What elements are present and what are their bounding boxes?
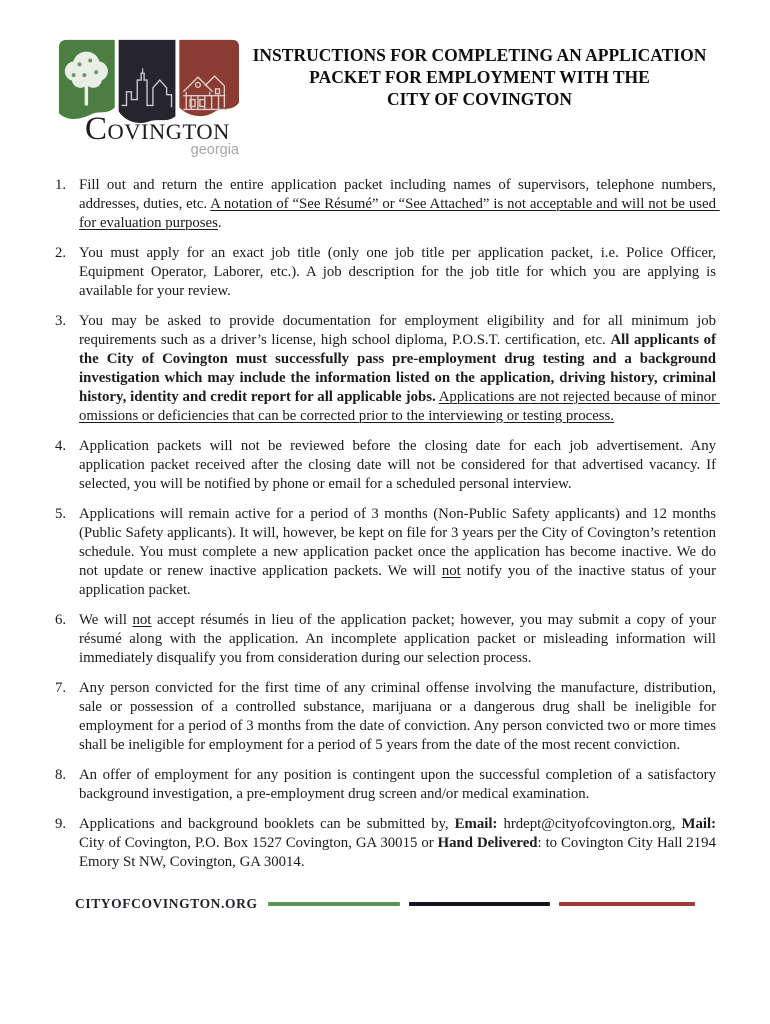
instruction-item: [55, 679, 720, 755]
item-text: Fill out and return the entire application packet including names of supervisors, telephone numbers, addresses, duties, etc. A notation of “See Résumé” or “See Attached” is not acceptable and will not be used for evaluation purposes.: [79, 176, 720, 231]
item-number: 9.: [55, 815, 67, 832]
footer-bar-red: [559, 902, 695, 906]
item-text: Applications will remain active for a period of 3 months (Non-Public Safety applicants) and 12 months (Public Safety applicants). It will, however, be kept on file for 3 years per the City of Covington’s retention schedule. You must complete a new application packet once the application has become inactive. We do not update or renew inactive application packets. We will not notify you of the inactive status of your application packet.: [79, 505, 720, 598]
footer-bar-black: [409, 902, 550, 906]
instruction-item: [55, 815, 720, 872]
page-title-line-2: PACKET FOR EMPLOYMENT WITH THE: [309, 67, 650, 87]
city-skyline-icon: [119, 40, 176, 123]
item-text: Applications and background booklets can be submitted by, Email: hrdept@cityofcovington.org, Mail: City of Covington, P.O. Box 1527 Covington, GA 30015 or Hand Delivered: to Covington City Hall 2194 Emory St NW, Covington, GA 30014.: [79, 815, 720, 870]
item-number: 8.: [55, 766, 67, 783]
instruction-item: [55, 437, 720, 494]
item-number: 5.: [55, 505, 67, 522]
item-number: 3.: [55, 312, 67, 329]
page-title-line-3: CITY OF COVINGTON: [386, 89, 573, 109]
page-title-line-1: INSTRUCTIONS FOR COMPLETING AN APPLICATION: [252, 45, 707, 65]
instruction-item: [55, 505, 720, 600]
instruction-item: [55, 766, 720, 804]
instruction-item: [55, 611, 720, 668]
item-text: We will not accept résumés in lieu of the application packet; however, you may submit a copy of your résumé along with the application. An incomplete application packet or misleading information will immediately disqualify you from consideration during our selection process.: [79, 611, 720, 666]
footer-website: CITYOFCOVINGTON.ORG: [75, 895, 258, 911]
instruction-item: [55, 176, 720, 233]
item-text: Application packets will not be reviewed before the closing date for each job advertisement. Any application packet received after the closing date will not be considered for that advertised vacancy. If selected, you will be notified by phone or email for a scheduled personal interview.: [79, 437, 720, 492]
item-text: You may be asked to provide documentation for employment eligibility and for all minimum job requirements such as a driver’s license, high school diploma, P.O.S.T. certification, etc. All applicants of the City of Covington must successfully pass pre-employment drug testing and a background investigation which may include the information listed on the application, driving history, criminal history, identity and credit report for all applicable jobs. Applications are not rejected because of minor omissions or deficiencies that can be corrected prior to the interviewing or testing process.: [79, 312, 720, 424]
victorian-house-icon: [179, 40, 239, 116]
item-number: 4.: [55, 437, 67, 454]
footer-bar-green: [268, 902, 400, 906]
logo-wordmark: COVINGTON: [85, 111, 230, 147]
document-footer: [55, 896, 716, 912]
item-text: An offer of employment for any position is contingent upon the successful completion of a satisfactory background investigation, a pre-employment drug screen and/or medical examination.: [79, 766, 720, 802]
item-text: You must apply for an exact job title (only one job title per application packet, i.e. Police Officer, Equipment Operator, Laborer, etc.). A job description for the job title for which you are applying is available for your review.: [79, 244, 720, 299]
item-number: 2.: [55, 244, 67, 261]
instruction-item: [55, 244, 720, 301]
instruction-list: [55, 176, 720, 872]
document-header: [55, 35, 716, 158]
logo-sub-wordmark: georgia: [190, 142, 239, 158]
tree-icon: [59, 40, 115, 119]
covington-logo: [55, 35, 243, 158]
item-text: Any person convicted for the first time of any criminal offense involving the manufacture, distribution, sale or possession of a controlled substance, marijuana or a dangerous drug shall be ineligible for employment for a period of 3 months from the date of conviction. Any person convicted two or more times shall be ineligible for employment for a period of 5 years from the date of the most recent conviction.: [79, 679, 720, 753]
item-number: 6.: [55, 611, 67, 628]
item-number: 7.: [55, 679, 67, 696]
instruction-item: [55, 312, 720, 426]
item-number: 1.: [55, 176, 67, 193]
page-title: [243, 44, 716, 110]
